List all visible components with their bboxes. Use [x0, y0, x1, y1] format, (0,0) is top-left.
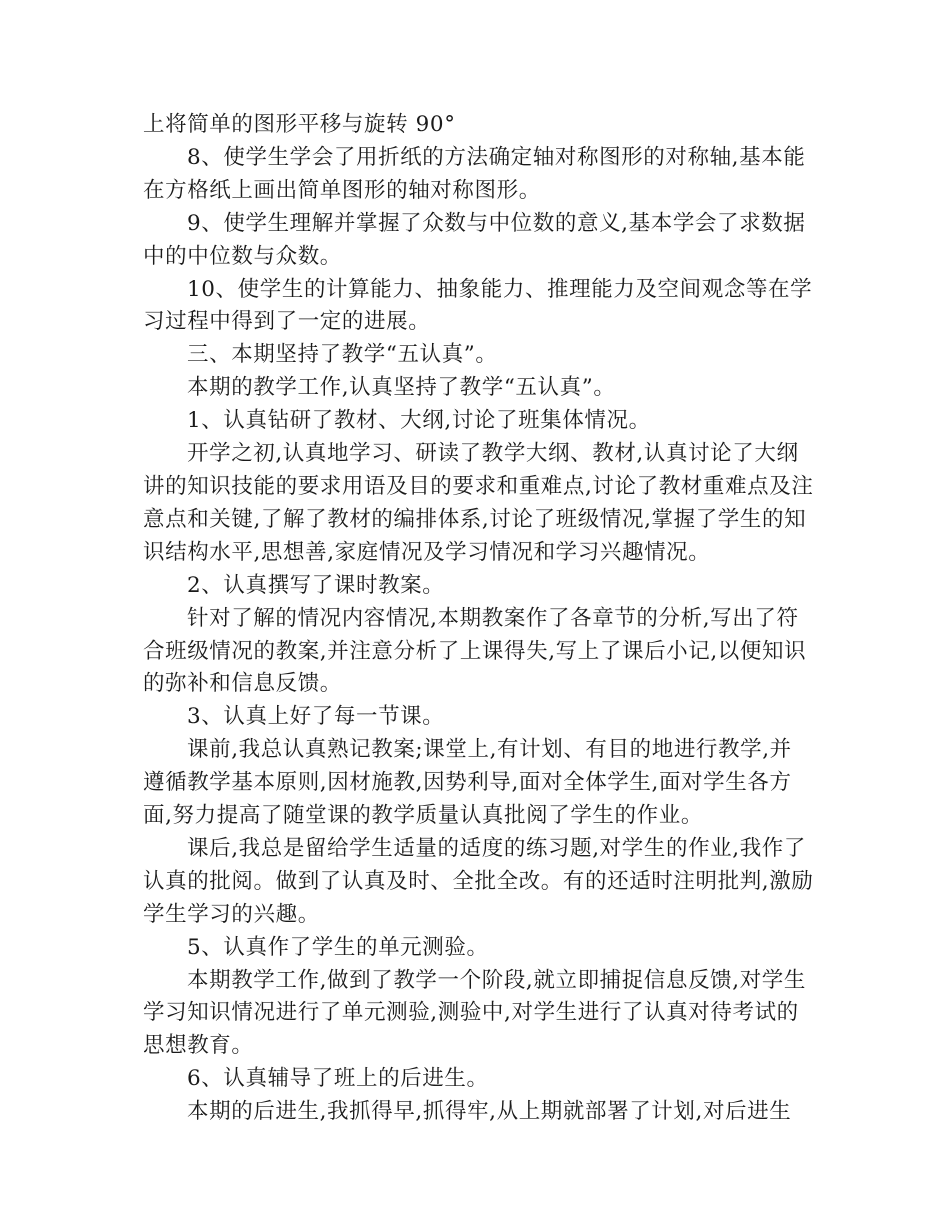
text-line: 在方格纸上画出简单图形的轴对称图形。 — [143, 177, 541, 203]
text-line: 本期教学工作,做到了教学一个阶段,就立即捕捉信息反馈,对学生 — [187, 967, 807, 993]
text-line: 认真的批阅。做到了认真及时、全批全改。有的还适时注明批判,激励 — [143, 868, 814, 894]
text-line: 9、使学生理解并掌握了众数与中位数的意义,基本学会了求数据 — [187, 210, 806, 236]
text-line: 1、认真钻研了教材、大纲,讨论了班集体情况。 — [187, 408, 651, 434]
text-line: 本期的后进生,我抓得早,抓得牢,从上期就部署了计划,对后进生 — [187, 1099, 792, 1125]
text-line: 讲的知识技能的要求用语及目的要求和重难点,讨论了教材重难点及注 — [143, 473, 814, 499]
text-line: 课前,我总认真熟记教案;课堂上,有计划、有目的地进行教学,并 — [187, 737, 792, 763]
text-line: 合班级情况的教案,并注意分析了上课得失,写上了课后小记,以便知识 — [143, 638, 807, 664]
text-line: 面,努力提高了随堂课的教学质量认真批阅了学生的作业。 — [143, 803, 703, 829]
text-line: 3、认真上好了每一节课。 — [187, 704, 445, 730]
text-line: 10、使学生的计算能力、抽象能力、推理能力及空间观念等在学 — [187, 276, 813, 302]
text-line: 开学之初,认真地学习、研读了教学大纲、教材,认真讨论了大纲 — [187, 441, 799, 467]
text-line: 6、认真辅导了班上的后进生。 — [187, 1066, 489, 1092]
text-line: 5、认真作了学生的单元测验。 — [187, 934, 489, 960]
text-line: 遵循教学基本原则,因材施教,因势利导,面对全体学生,面对学生各方 — [143, 770, 792, 796]
text-line: 习过程中得到了一定的进展。 — [143, 309, 431, 335]
text-line: 的弥补和信息反馈。 — [143, 671, 342, 697]
text-line: 2、认真撰写了课时教案。 — [187, 572, 445, 598]
text-line: 意点和关键,了解了教材的编排体系,讨论了班级情况,掌握了学生的知 — [143, 506, 807, 532]
text-line: 学生学习的兴趣。 — [143, 901, 320, 927]
text-line: 针对了解的情况内容情况,本期教案作了各章节的分析,写出了符 — [187, 605, 799, 631]
text-line: 学习知识情况进行了单元测验,测验中,对学生进行了认真对待考试的 — [143, 1000, 799, 1026]
text-line: 8、使学生学会了用折纸的方法确定轴对称图形的对称轴,基本能 — [187, 144, 806, 170]
document-body — [143, 109, 814, 1129]
text-line: 上将简单的图形平移与旋转 90° — [143, 112, 456, 137]
text-line: 三、本期坚持了教学“五认真”。 — [187, 342, 498, 368]
text-line: 本期的教学工作,认真坚持了教学“五认真”。 — [187, 375, 616, 401]
text-line: 识结构水平,思想善,家庭情况及学习情况和学习兴趣情况。 — [143, 539, 711, 565]
text-line: 思想教育。 — [143, 1033, 254, 1059]
text-line: 中的中位数与众数。 — [143, 243, 342, 269]
text-line: 课后,我总是留给学生适量的适度的练习题,对学生的作业,我作了 — [187, 835, 807, 861]
